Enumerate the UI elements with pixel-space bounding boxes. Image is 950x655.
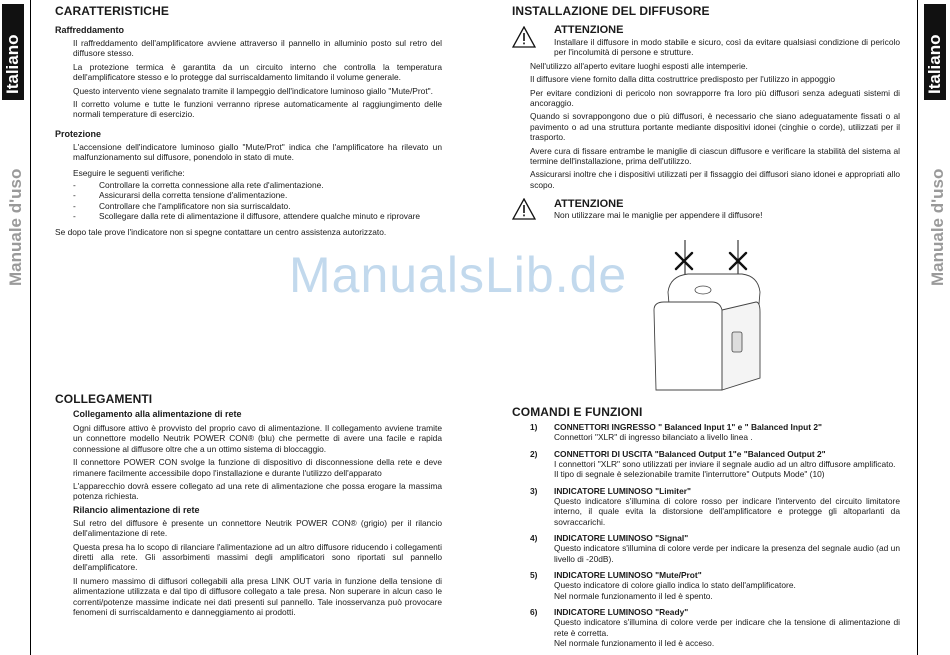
list-item-text: Scollegare dalla rete di alimentazione il diffusore, attendere qualche minuto e riprovare: [99, 211, 421, 222]
list-item: [73, 180, 442, 190]
language-tab-right: [924, 4, 946, 100]
paragraph: Per evitare condizioni di pericolo non sovrapporre fra loro più diffusori senza adeguati sistemi di ancoraggio.: [530, 87, 900, 109]
paragraph: Questo intervento viene segnalato tramite il lampeggio dell'indicatore luminoso giallo "Mute/Prot".: [73, 85, 433, 96]
warning-text: Installare il diffusore in modo stabile e sicuro, così da evitare qualsiasi condizione di pericolo per l'incolumità di persone e strutture.: [554, 37, 900, 58]
section-title-caratteristiche: CARATTERISTICHE: [55, 4, 169, 18]
manual-label: Manuale d'uso: [6, 168, 25, 286]
list-item: [512, 533, 900, 564]
paragraph: Sul retro del diffusore è presente un connettore Neutrik POWER CON® (grigio) per il rilancio dell'alimentazione di rete.: [73, 517, 442, 539]
list-item: [512, 607, 900, 648]
paragraph: L'apparecchio dovrà essere collegato ad una rete di alimentazione che possa erogare la massima potenza richiesta.: [73, 481, 442, 502]
warning-block-1: [512, 24, 900, 58]
item-text: Connettori "XLR" di ingresso bilanciato a livello linea .: [554, 432, 753, 443]
item-text: Questo indicatore s'illumina di colore verde per indicare la presenza del segnale audio (ad un livello di -20dB).: [554, 543, 900, 564]
bullet-dash: -: [73, 180, 76, 191]
heading-collegamento-alimentazione: Collegamento alla alimentazione di rete: [73, 409, 242, 419]
left-sidebar: [0, 0, 25, 655]
item-title: INDICATORE LUMINOSO "Signal": [554, 533, 689, 544]
paragraph: La protezione termica è garantita da un circuito interno che controlla la temperatura dell'amplificatore stesso e lo protegge dal surriscaldamento limitando il volume generale.: [73, 61, 442, 83]
warning-title: ATTENZIONE: [554, 24, 624, 36]
list-item-text: Assicurarsi della corretta tensione d'alimentazione.: [99, 190, 288, 201]
list-item: [73, 190, 442, 200]
bullet-dash: -: [73, 211, 76, 222]
left-column-bottom: [55, 392, 442, 618]
right-column: [512, 4, 900, 221]
right-divider: [917, 0, 918, 655]
speaker-illustration: [630, 240, 770, 400]
right-column-bottom: [512, 405, 900, 649]
cross-mark-icon: [676, 253, 692, 269]
bullet-dash: -: [73, 190, 76, 201]
item-text: Nel normale funzionamento il led è acceso.: [554, 638, 715, 649]
paragraph: Ogni diffusore attivo è provvisto del proprio cavo di alimentazione. Il collegamento avviene tramite un connettore modello Neutrik POWER CON® (blu) che permette di avere una facile e rapida connessione al diffusore oltre che a un ottimo sistema di bloccaggio.: [73, 423, 442, 454]
item-text: Questo indicatore s'illumina di colore verde per indicare che la tensione di alimentazione di rete è corretta.: [554, 617, 900, 638]
item-title: INDICATORE LUMINOSO "Limiter": [554, 485, 691, 496]
list-item: [512, 486, 900, 527]
item-number: 6): [530, 607, 538, 618]
language-tab-label-right: Italiano: [925, 34, 944, 94]
heading-rilancio-alimentazione: Rilancio alimentazione di rete: [73, 504, 200, 515]
item-title: INDICATORE LUMINOSO "Mute/Prot": [554, 570, 702, 581]
section-title-collegamenti: COLLEGAMENTI: [55, 392, 153, 406]
item-number: 5): [530, 570, 538, 581]
paragraph: Assicurarsi inoltre che i dispositivi utilizzati per il fissaggio dei diffusori siano idonei e appropriati allo scopo.: [530, 169, 900, 190]
warning-block-2: [512, 198, 900, 220]
list-item-text: Controllare che l'amplificatore non sia surriscaldato.: [99, 200, 291, 211]
item-title: INDICATORE LUMINOSO "Ready": [554, 607, 689, 618]
left-column: [55, 4, 442, 237]
warning-title: ATTENZIONE: [554, 198, 624, 211]
warning-text: Non utilizzare mai le maniglie per appendere il diffusore!: [554, 210, 763, 221]
item-number: 3): [530, 485, 538, 496]
item-text: Nel normale funzionamento il led è spento.: [554, 590, 713, 601]
side-handle: [732, 332, 742, 352]
paragraph: Il connettore POWER CON svolge la funzione di dispositivo di disconnessione della rete e deve rimanere facilmente accessibile dopo l'installazione e durante l'utilizzo dell'apparato: [73, 457, 442, 478]
paragraph: L'accensione dell'indicatore luminoso giallo "Mute/Prot" indica che l'amplificatore ha rilevato un malfunzionamento sul diffusore, ponendolo in stato di mute.: [73, 141, 442, 163]
section-title-installazione: INSTALLAZIONE DEL DIFFUSORE: [512, 4, 710, 18]
list-item: [73, 201, 442, 211]
speaker-front: [654, 302, 722, 390]
paragraph: Il numero massimo di diffusori collegabili alla presa LINK OUT varia in funzione della tensione di alimentazione utilizzata e dal tipo di diffusore collegato a tale presa. Non superare in alcun caso le correnti/potenze massime indicate nei dati presenti sul pannello. Tale inosservanza può provocare fenomeni di surriscaldamento e danneggiamento ai prodotti.: [73, 575, 442, 618]
item-title: CONNETTORI DI USCITA "Balanced Output 1"e "Balanced Output 2": [554, 448, 826, 459]
list-item: [73, 211, 442, 221]
paragraph: Se dopo tale prove l'indicatore non si spegne contattare un centro assistenza autorizzato.: [55, 226, 387, 237]
language-tab: [2, 4, 24, 100]
right-sidebar: [922, 0, 947, 655]
paragraph: Questa presa ha lo scopo di rilanciare l'alimentazione ad un altro diffusore riducendo i collegamenti diretti alla rete. Gli assorbimenti massimi degli amplificatori sono riportati sul pannello dell'amplificatore.: [73, 541, 442, 573]
list-item-text: Controllare la corretta connessione alla rete d'alimentazione.: [99, 180, 324, 191]
list-item: [512, 422, 900, 443]
paragraph: Avere cura di fissare entrambe le maniglie di ciascun diffusore e verificare la stabilità del sistema al termine dell'installazione, prima dell'utilizzo.: [530, 145, 900, 167]
item-title: CONNETTORI INGRESSO " Balanced Input 1" e " Balanced Input 2": [554, 422, 822, 432]
watermark: ManualsLib.de: [289, 247, 628, 303]
paragraph: Il raffreddamento dell'amplificatore avviene attraverso il pannello in alluminio posto sul retro del diffusore stesso.: [73, 38, 442, 59]
list-item: [512, 449, 900, 480]
warning-triangle-icon: [512, 26, 536, 48]
language-tab-label: Italiano: [3, 34, 22, 94]
manual-label-right: Manuale d'uso: [928, 168, 947, 286]
item-text: I connettori "XLR" sono utilizzati per inviare il segnale audio ad un altro diffusore amplificato.: [554, 458, 896, 469]
paragraph: Il diffusore viene fornito dalla ditta costruttrice predisposto per l'utilizzo in appoggio: [530, 74, 835, 85]
item-text: Il tipo di segnale è selezionabile tramite l'interruttore" Outputs Mode" (10): [554, 469, 825, 480]
item-text: Questo indicatore s'illumina di colore rosso per indicare l'intervento del circuito limitatore interno, il quale evita la distorsione dell'amplificatore e protegge gli altoparlanti da sovraccarichi.: [554, 495, 900, 527]
paragraph: Nell'utilizzo all'aperto evitare luoghi esposti alle intemperie.: [530, 60, 748, 71]
heading-raffreddamento: Raffreddamento: [55, 25, 125, 35]
list-item: [512, 570, 900, 601]
paragraph: Il corretto volume e tutte le funzioni verranno riprese automaticamente al raggiungimento delle normali temperature di esercizio.: [73, 99, 442, 120]
left-divider: [30, 0, 31, 655]
item-number: 2): [530, 448, 538, 459]
bullet-dash: -: [73, 200, 76, 211]
item-text: Questo indicatore di colore giallo indica lo stato dell'amplificatore.: [554, 580, 796, 591]
section-title-comandi: COMANDI E FUNZIONI: [512, 405, 643, 419]
item-number: 1): [530, 422, 538, 432]
heading-protezione: Protezione: [55, 128, 102, 139]
paragraph: Quando si sovrappongono due o più diffusori, è necessario che siano adeguatamente fissati o al pavimento o ad una struttura portante mediante dispositivi idonei (cinghie o corde), utilizzati per il trasporto.: [530, 111, 900, 143]
warning-triangle-icon: [512, 198, 536, 220]
item-number: 4): [530, 533, 538, 544]
checks-intro: Eseguire le seguenti verifiche:: [73, 167, 185, 178]
